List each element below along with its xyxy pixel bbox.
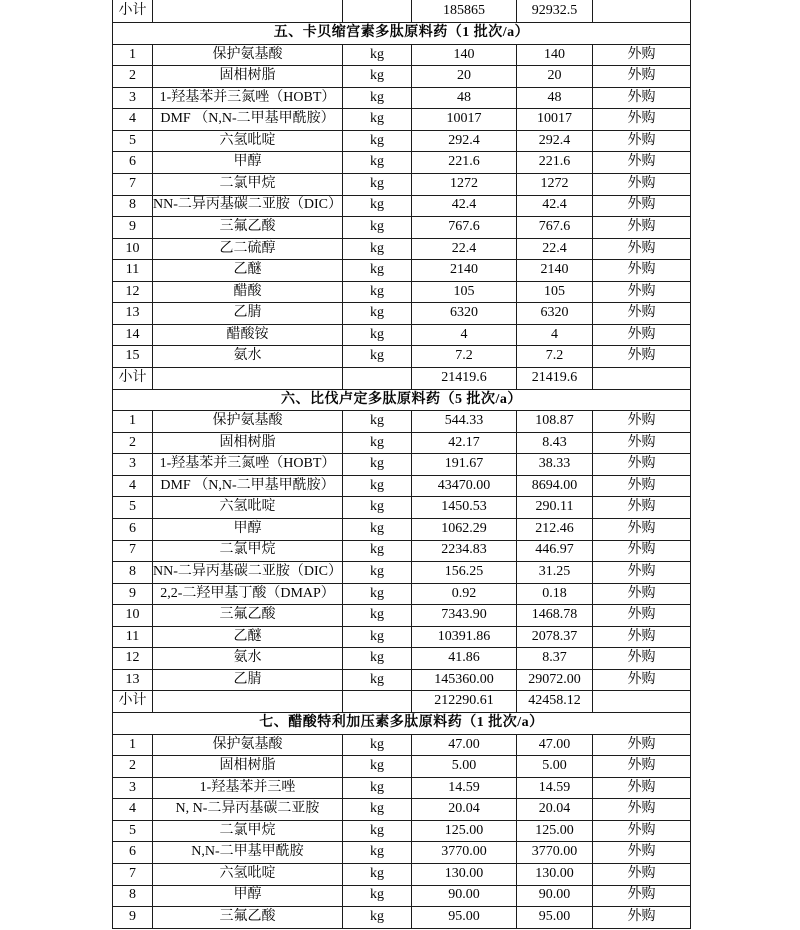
cell-source: 外购: [593, 669, 691, 691]
cell-material-name: 1-羟基苯并三氮唑（HOBT）: [153, 454, 343, 476]
cell-qty-batch: 42.4: [517, 195, 593, 217]
cell-material-name: DMF （N,N-二甲基甲酰胺）: [153, 475, 343, 497]
cell-seq: 7: [113, 173, 153, 195]
cell-unit: kg: [343, 777, 412, 799]
cell-qty-total: 221.6: [412, 152, 517, 174]
cell-qty-total: 140: [412, 44, 517, 66]
cell-unit: kg: [343, 605, 412, 627]
cell-qty-batch: 6320: [517, 303, 593, 325]
cell-unit: kg: [343, 281, 412, 303]
cell-unit: kg: [343, 756, 412, 778]
cell-qty-total: 5.00: [412, 756, 517, 778]
subtotal-label: 小计: [113, 0, 153, 23]
cell-material-name: 三氟乙酸: [153, 217, 343, 239]
cell-seq: 11: [113, 626, 153, 648]
cell-qty-batch: 2078.37: [517, 626, 593, 648]
cell-source: 外购: [593, 195, 691, 217]
cell-source: 外购: [593, 562, 691, 584]
cell-source: 外购: [593, 173, 691, 195]
cell-seq: 6: [113, 518, 153, 540]
cell-qty-total: 42.17: [412, 432, 517, 454]
cell-unit: kg: [343, 109, 412, 131]
subtotal-unit-empty: [343, 368, 412, 390]
cell-source: 外购: [593, 238, 691, 260]
cell-qty-batch: 2140: [517, 260, 593, 282]
cell-source: 外购: [593, 734, 691, 756]
subtotal-unit-empty: [343, 0, 412, 23]
cell-material-name: 乙二硫醇: [153, 238, 343, 260]
cell-qty-total: 1450.53: [412, 497, 517, 519]
subtotal-name-empty: [153, 368, 343, 390]
cell-qty-total: 10017: [412, 109, 517, 131]
cell-source: 外购: [593, 842, 691, 864]
cell-material-name: 甲醇: [153, 518, 343, 540]
subtotal-source-empty: [593, 0, 691, 23]
cell-source: 外购: [593, 648, 691, 670]
cell-qty-batch: 1272: [517, 173, 593, 195]
material-row: [113, 87, 691, 109]
cell-seq: 5: [113, 130, 153, 152]
cell-qty-total: 6320: [412, 303, 517, 325]
cell-source: 外购: [593, 66, 691, 88]
cell-qty-batch: 0.18: [517, 583, 593, 605]
cell-qty-total: 43470.00: [412, 475, 517, 497]
material-row: [113, 260, 691, 282]
cell-unit: kg: [343, 497, 412, 519]
cell-seq: 10: [113, 605, 153, 627]
cell-qty-total: 7.2: [412, 346, 517, 368]
section-title: 五、卡贝缩宫素多肽原料药（1 批次/a）: [113, 23, 691, 45]
cell-qty-total: 7343.90: [412, 605, 517, 627]
cell-seq: 8: [113, 562, 153, 584]
subtotal-source-empty: [593, 691, 691, 713]
cell-source: 外购: [593, 820, 691, 842]
cell-seq: 11: [113, 260, 153, 282]
cell-unit: kg: [343, 648, 412, 670]
cell-qty-batch: 140: [517, 44, 593, 66]
cell-seq: 6: [113, 842, 153, 864]
cell-material-name: 2,2-二羟甲基丁酸（DMAP）: [153, 583, 343, 605]
cell-seq: 2: [113, 66, 153, 88]
cell-qty-total: 1272: [412, 173, 517, 195]
cell-qty-batch: 8.43: [517, 432, 593, 454]
cell-unit: kg: [343, 432, 412, 454]
material-row: [113, 734, 691, 756]
cell-qty-batch: 14.59: [517, 777, 593, 799]
cell-seq: 9: [113, 217, 153, 239]
material-row: [113, 411, 691, 433]
cell-material-name: 二氯甲烷: [153, 173, 343, 195]
cell-unit: kg: [343, 130, 412, 152]
material-row: [113, 863, 691, 885]
cell-qty-total: 20.04: [412, 799, 517, 821]
material-row: [113, 195, 691, 217]
materials-table-body: [113, 0, 691, 928]
cell-unit: kg: [343, 173, 412, 195]
cell-source: 外购: [593, 605, 691, 627]
cell-unit: kg: [343, 475, 412, 497]
cell-qty-total: 191.67: [412, 454, 517, 476]
cell-qty-batch: 7.2: [517, 346, 593, 368]
cell-qty-batch: 292.4: [517, 130, 593, 152]
cell-seq: 2: [113, 756, 153, 778]
cell-qty-batch: 767.6: [517, 217, 593, 239]
cell-unit: kg: [343, 411, 412, 433]
cell-unit: kg: [343, 734, 412, 756]
cell-material-name: 乙醚: [153, 260, 343, 282]
subtotal-qty-total: 21419.6: [412, 368, 517, 390]
cell-qty-total: 125.00: [412, 820, 517, 842]
cell-qty-total: 20: [412, 66, 517, 88]
cell-unit: kg: [343, 217, 412, 239]
cell-qty-total: 10391.86: [412, 626, 517, 648]
cell-source: 外购: [593, 260, 691, 282]
material-row: [113, 799, 691, 821]
cell-material-name: 三氟乙酸: [153, 907, 343, 929]
cell-seq: 13: [113, 303, 153, 325]
cell-unit: kg: [343, 44, 412, 66]
cell-unit: kg: [343, 66, 412, 88]
material-row: [113, 669, 691, 691]
cell-material-name: 保护氨基酸: [153, 44, 343, 66]
cell-qty-total: 2234.83: [412, 540, 517, 562]
section-header-row: [113, 389, 691, 411]
material-row: [113, 605, 691, 627]
cell-qty-batch: 5.00: [517, 756, 593, 778]
cell-unit: kg: [343, 324, 412, 346]
cell-qty-total: 2140: [412, 260, 517, 282]
cell-unit: kg: [343, 303, 412, 325]
cell-material-name: 乙腈: [153, 303, 343, 325]
cell-material-name: N, N-二异丙基碳二亚胺: [153, 799, 343, 821]
material-row: [113, 152, 691, 174]
material-row: [113, 475, 691, 497]
cell-material-name: 氨水: [153, 648, 343, 670]
cell-source: 外购: [593, 799, 691, 821]
cell-source: 外购: [593, 777, 691, 799]
cell-material-name: 1-羟基苯并三唑: [153, 777, 343, 799]
cell-seq: 1: [113, 411, 153, 433]
cell-qty-batch: 212.46: [517, 518, 593, 540]
subtotal-source-empty: [593, 368, 691, 390]
cell-source: 外购: [593, 475, 691, 497]
cell-source: 外购: [593, 217, 691, 239]
cell-unit: kg: [343, 583, 412, 605]
cell-seq: 12: [113, 648, 153, 670]
cell-seq: 3: [113, 777, 153, 799]
cell-source: 外购: [593, 540, 691, 562]
cell-qty-total: 14.59: [412, 777, 517, 799]
cell-qty-batch: 10017: [517, 109, 593, 131]
cell-qty-batch: 22.4: [517, 238, 593, 260]
cell-qty-total: 130.00: [412, 863, 517, 885]
cell-source: 外购: [593, 411, 691, 433]
cell-qty-total: 4: [412, 324, 517, 346]
cell-seq: 10: [113, 238, 153, 260]
cell-seq: 1: [113, 734, 153, 756]
cell-qty-total: 292.4: [412, 130, 517, 152]
subtotal-qty-batch: 92932.5: [517, 0, 593, 23]
cell-seq: 3: [113, 87, 153, 109]
cell-source: 外购: [593, 87, 691, 109]
cell-material-name: 乙醚: [153, 626, 343, 648]
cell-qty-total: 3770.00: [412, 842, 517, 864]
cell-unit: kg: [343, 518, 412, 540]
cell-source: 外购: [593, 885, 691, 907]
cell-seq: 4: [113, 109, 153, 131]
material-row: [113, 885, 691, 907]
subtotal-row: [113, 368, 691, 390]
cell-seq: 9: [113, 907, 153, 929]
material-row: [113, 173, 691, 195]
cell-unit: kg: [343, 540, 412, 562]
cell-qty-batch: 8.37: [517, 648, 593, 670]
cell-material-name: 固相树脂: [153, 66, 343, 88]
cell-seq: 5: [113, 497, 153, 519]
material-row: [113, 130, 691, 152]
cell-seq: 2: [113, 432, 153, 454]
cell-qty-batch: 31.25: [517, 562, 593, 584]
cell-material-name: 醋酸: [153, 281, 343, 303]
subtotal-qty-batch: 21419.6: [517, 368, 593, 390]
cell-qty-total: 767.6: [412, 217, 517, 239]
cell-material-name: DMF （N,N-二甲基甲酰胺）: [153, 109, 343, 131]
cell-seq: 5: [113, 820, 153, 842]
subtotal-label: 小计: [113, 691, 153, 713]
cell-seq: 7: [113, 863, 153, 885]
material-row: [113, 346, 691, 368]
cell-unit: kg: [343, 454, 412, 476]
cell-source: 外购: [593, 583, 691, 605]
cell-seq: 7: [113, 540, 153, 562]
cell-qty-batch: 48: [517, 87, 593, 109]
cell-material-name: 保护氨基酸: [153, 411, 343, 433]
cell-source: 外购: [593, 152, 691, 174]
cell-source: 外购: [593, 324, 691, 346]
cell-unit: kg: [343, 562, 412, 584]
materials-table: [112, 0, 691, 929]
section-title: 七、醋酸特利加压素多肽原料药（1 批次/a）: [113, 713, 691, 735]
material-row: [113, 66, 691, 88]
cell-source: 外购: [593, 863, 691, 885]
material-row: [113, 583, 691, 605]
cell-unit: kg: [343, 626, 412, 648]
material-row: [113, 432, 691, 454]
material-row: [113, 497, 691, 519]
cell-unit: kg: [343, 799, 412, 821]
cell-qty-batch: 38.33: [517, 454, 593, 476]
cell-material-name: NN-二异丙基碳二亚胺（DIC）: [153, 562, 343, 584]
cell-source: 外购: [593, 454, 691, 476]
cell-material-name: 固相树脂: [153, 432, 343, 454]
cell-material-name: NN-二异丙基碳二亚胺（DIC）: [153, 195, 343, 217]
cell-qty-total: 156.25: [412, 562, 517, 584]
cell-qty-total: 90.00: [412, 885, 517, 907]
cell-source: 外购: [593, 303, 691, 325]
subtotal-row: [113, 691, 691, 713]
subtotal-qty-total: 185865: [412, 0, 517, 23]
cell-source: 外购: [593, 130, 691, 152]
cell-qty-total: 95.00: [412, 907, 517, 929]
cell-qty-total: 544.33: [412, 411, 517, 433]
cell-qty-total: 47.00: [412, 734, 517, 756]
cell-source: 外购: [593, 109, 691, 131]
cell-seq: 14: [113, 324, 153, 346]
cell-qty-batch: 47.00: [517, 734, 593, 756]
cell-seq: 13: [113, 669, 153, 691]
cell-material-name: 醋酸铵: [153, 324, 343, 346]
cell-qty-batch: 4: [517, 324, 593, 346]
material-row: [113, 648, 691, 670]
subtotal-row: [113, 0, 691, 23]
cell-material-name: 二氯甲烷: [153, 820, 343, 842]
cell-material-name: 六氢吡啶: [153, 130, 343, 152]
material-row: [113, 907, 691, 929]
cell-qty-batch: 20.04: [517, 799, 593, 821]
cell-material-name: 氨水: [153, 346, 343, 368]
material-row: [113, 518, 691, 540]
cell-source: 外购: [593, 346, 691, 368]
cell-material-name: N,N-二甲基甲酰胺: [153, 842, 343, 864]
material-row: [113, 303, 691, 325]
cell-unit: kg: [343, 238, 412, 260]
cell-material-name: 乙腈: [153, 669, 343, 691]
cell-qty-total: 22.4: [412, 238, 517, 260]
material-row: [113, 238, 691, 260]
cell-material-name: 六氢吡啶: [153, 497, 343, 519]
material-row: [113, 109, 691, 131]
cell-source: 外购: [593, 518, 691, 540]
section-title: 六、比伐卢定多肽原料药（5 批次/a）: [113, 389, 691, 411]
cell-qty-batch: 221.6: [517, 152, 593, 174]
material-row: [113, 324, 691, 346]
cell-unit: kg: [343, 669, 412, 691]
cell-source: 外购: [593, 756, 691, 778]
cell-qty-batch: 105: [517, 281, 593, 303]
cell-seq: 12: [113, 281, 153, 303]
cell-qty-batch: 130.00: [517, 863, 593, 885]
cell-material-name: 甲醇: [153, 885, 343, 907]
cell-unit: kg: [343, 842, 412, 864]
cell-qty-total: 42.4: [412, 195, 517, 217]
cell-qty-batch: 290.11: [517, 497, 593, 519]
material-row: [113, 540, 691, 562]
material-row: [113, 217, 691, 239]
subtotal-label: 小计: [113, 368, 153, 390]
cell-seq: 3: [113, 454, 153, 476]
cell-unit: kg: [343, 87, 412, 109]
cell-qty-batch: 3770.00: [517, 842, 593, 864]
cell-unit: kg: [343, 195, 412, 217]
cell-qty-batch: 29072.00: [517, 669, 593, 691]
cell-source: 外购: [593, 281, 691, 303]
section-header-row: [113, 713, 691, 735]
cell-material-name: 甲醇: [153, 152, 343, 174]
cell-qty-total: 145360.00: [412, 669, 517, 691]
cell-seq: 4: [113, 799, 153, 821]
cell-material-name: 固相树脂: [153, 756, 343, 778]
cell-unit: kg: [343, 260, 412, 282]
material-row: [113, 281, 691, 303]
material-row: [113, 820, 691, 842]
cell-source: 外购: [593, 497, 691, 519]
material-row: [113, 626, 691, 648]
subtotal-name-empty: [153, 0, 343, 23]
cell-unit: kg: [343, 346, 412, 368]
cell-material-name: 1-羟基苯并三氮唑（HOBT）: [153, 87, 343, 109]
cell-unit: kg: [343, 907, 412, 929]
material-row: [113, 777, 691, 799]
subtotal-qty-batch: 42458.12: [517, 691, 593, 713]
cell-material-name: 六氢吡啶: [153, 863, 343, 885]
section-header-row: [113, 23, 691, 45]
cell-seq: 8: [113, 195, 153, 217]
cell-source: 外购: [593, 907, 691, 929]
cell-seq: 1: [113, 44, 153, 66]
cell-qty-batch: 446.97: [517, 540, 593, 562]
cell-qty-batch: 1468.78: [517, 605, 593, 627]
material-row: [113, 842, 691, 864]
cell-source: 外购: [593, 44, 691, 66]
cell-seq: 15: [113, 346, 153, 368]
cell-qty-total: 105: [412, 281, 517, 303]
cell-qty-batch: 95.00: [517, 907, 593, 929]
material-row: [113, 454, 691, 476]
subtotal-qty-total: 212290.61: [412, 691, 517, 713]
cell-qty-total: 1062.29: [412, 518, 517, 540]
cell-qty-batch: 125.00: [517, 820, 593, 842]
cell-material-name: 三氟乙酸: [153, 605, 343, 627]
cell-qty-total: 41.86: [412, 648, 517, 670]
cell-unit: kg: [343, 820, 412, 842]
material-row: [113, 562, 691, 584]
material-row: [113, 44, 691, 66]
material-row: [113, 756, 691, 778]
subtotal-unit-empty: [343, 691, 412, 713]
cell-unit: kg: [343, 863, 412, 885]
cell-source: 外购: [593, 626, 691, 648]
subtotal-name-empty: [153, 691, 343, 713]
cell-qty-batch: 8694.00: [517, 475, 593, 497]
cell-unit: kg: [343, 152, 412, 174]
cell-qty-batch: 108.87: [517, 411, 593, 433]
cell-qty-total: 0.92: [412, 583, 517, 605]
cell-seq: 8: [113, 885, 153, 907]
cell-source: 外购: [593, 432, 691, 454]
cell-qty-batch: 90.00: [517, 885, 593, 907]
cell-material-name: 二氯甲烷: [153, 540, 343, 562]
cell-material-name: 保护氨基酸: [153, 734, 343, 756]
cell-seq: 4: [113, 475, 153, 497]
cell-seq: 9: [113, 583, 153, 605]
cell-unit: kg: [343, 885, 412, 907]
cell-qty-batch: 20: [517, 66, 593, 88]
cell-seq: 6: [113, 152, 153, 174]
cell-qty-total: 48: [412, 87, 517, 109]
